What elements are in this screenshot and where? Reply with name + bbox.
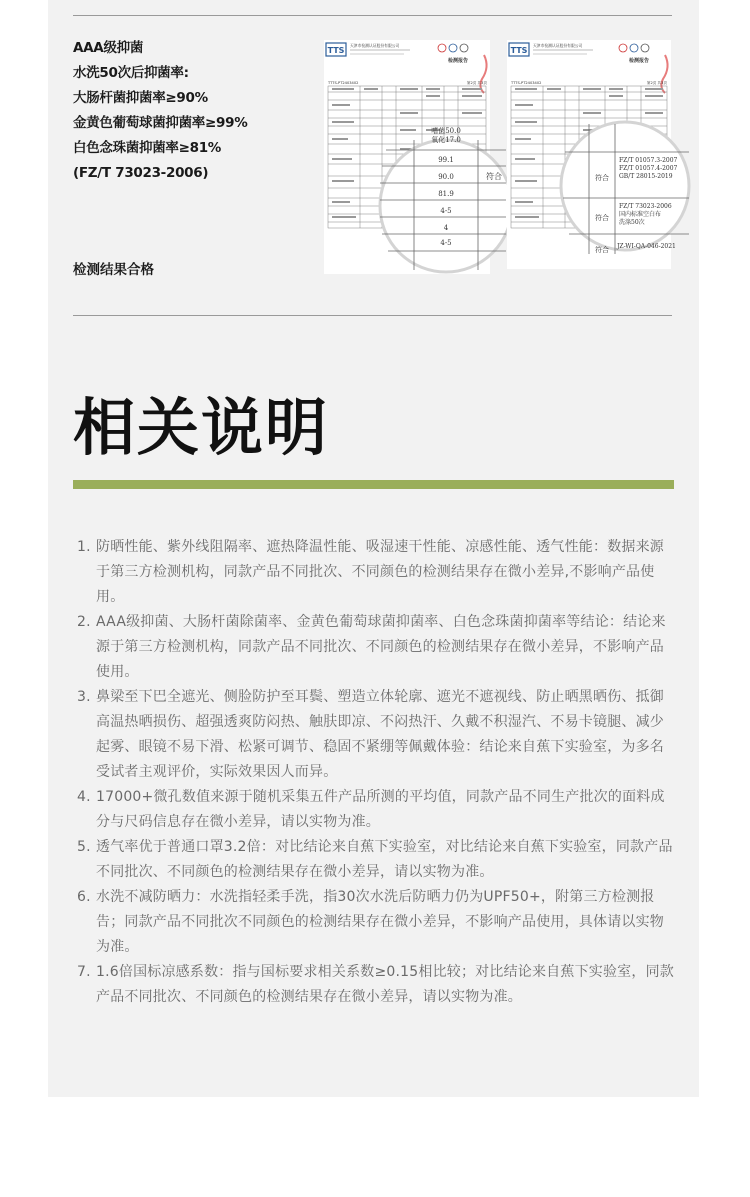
- section-divider: [73, 315, 672, 316]
- report-number: TTTS-PT2403402: [328, 81, 359, 85]
- note-line: 产品不同批次、不同颜色的检测结果存在微小差异，请以实物为准。: [96, 989, 522, 1005]
- zoom-standard-line: FZ/T 01057.4-2007: [619, 165, 678, 172]
- note-line: 源于第三方检测机构，同款产品不同批次、不同颜色的检测结果存在微小差异，不影响产品: [96, 639, 664, 655]
- note-item: [73, 685, 673, 785]
- section-title: 相关说明: [73, 391, 330, 464]
- zoom-value: 嗜菌50.0: [431, 127, 461, 135]
- zoom-standard: JZ-WI-QA-046-2021: [617, 243, 676, 250]
- note-line: 鼻梁至下巴全遮光、侧脸防护至耳鬓、塑造立体轮廓、遮光不遮视线、防止晒黑晒伤、抵御: [96, 689, 664, 705]
- note-item: [73, 885, 673, 960]
- note-line: 分与尺码信息存在微小差异，请以实物为准。: [96, 814, 380, 830]
- test-result: 检测结果合格: [73, 262, 154, 278]
- tts-logo: TTS: [510, 46, 528, 55]
- zoom-value: 4: [443, 224, 449, 232]
- note-line: 水洗不减防晒力：水洗指轻柔手洗，指30次水洗后防晒力仍为UPF50+，附第三方检测报: [96, 889, 655, 905]
- note-line: 透气率优于普通口罩3.2倍：对比结论来自蕉下实验室，对比结论来自蕉下实验室，同款产品: [96, 839, 673, 855]
- note-line: 防晒性能、紫外线阻隔率、遮热降温性能、吸湿速干性能、凉感性能、透气性能：数据来源: [96, 539, 664, 555]
- note-number: 5.: [77, 839, 91, 855]
- note-line: 使用。: [96, 664, 139, 680]
- note-number: 3.: [77, 689, 91, 705]
- zoom-result: 符合: [486, 172, 502, 181]
- zoom-value: 90.0: [438, 173, 454, 181]
- note-number: 2.: [77, 614, 91, 630]
- spec-line: 大肠杆菌抑菌率≥90%: [73, 90, 208, 106]
- zoom-result: 符合: [595, 246, 609, 254]
- zoom-result: 符合: [595, 214, 609, 222]
- note-number: 4.: [77, 789, 91, 805]
- zoom-standard-line: GB/T 28015-2019: [619, 173, 673, 180]
- zoom-standard-line: 国内标准空白布: [619, 211, 662, 218]
- spec-line: 水洗50次后抑菌率:: [73, 65, 189, 81]
- note-line: 受试者主观评价，实际效果因人而异。: [96, 764, 338, 780]
- note-item: [73, 960, 673, 1010]
- report-org: 天津市检测认证股份有限公司: [350, 43, 400, 48]
- notes-list: [73, 535, 673, 1010]
- report-title: 检测报告: [628, 58, 650, 64]
- note-line: 告；同款产品不同批次不同颜色的检测结果存在微小差异，不影响产品使用，具体请以实物: [96, 914, 664, 930]
- note-number: 7.: [77, 964, 91, 980]
- note-line: AAA级抑菌、大肠杆菌除菌率、金黄色葡萄球菌抑菌率、白色念珠菌抑菌率等结论：结论来: [96, 614, 666, 630]
- zoom-value: 81.9: [438, 190, 454, 198]
- zoom-result: 符合: [595, 174, 609, 182]
- report-page: 第2页 共3页: [466, 81, 487, 85]
- spec-line: (FZ/T 73023-2006): [73, 165, 209, 181]
- note-item: [73, 835, 673, 885]
- report-number: TTTS-PT2403402: [511, 81, 542, 85]
- note-number: 6.: [77, 889, 91, 905]
- accent-bar: [73, 480, 674, 489]
- test-report-left: [324, 40, 502, 274]
- zoom-standard: [619, 157, 678, 180]
- top-divider: [73, 15, 672, 16]
- zoom-value: 4-5: [440, 239, 452, 247]
- tts-logo: TTS: [327, 46, 345, 55]
- zoom-value: 氧化17.0: [431, 136, 461, 144]
- note-item: [73, 785, 673, 835]
- note-line: 不同批次、不同颜色的检测结果存在微小差异，请以实物为准。: [96, 864, 494, 880]
- zoom-value: 4-5: [440, 207, 452, 215]
- note-line: 为准。: [96, 939, 139, 955]
- note-line: 起雾、眼镜不易下滑、松紧可调节、稳固不紧绷等佩戴体验：结论来自蕉下实验室，为多名: [96, 739, 664, 755]
- spec-line: 金黄色葡萄球菌抑菌率≥99%: [73, 115, 248, 131]
- spec-line: AAA级抑菌: [73, 40, 144, 56]
- note-line: 于第三方检测机构，同款产品不同批次、不同颜色的检测结果存在微小差异,不影响产品使: [96, 564, 655, 580]
- antibacterial-spec: [73, 36, 313, 186]
- spec-line: 白色念珠菌抑菌率≥81%: [73, 140, 222, 156]
- note-line: 1.6倍国标凉感系数：指与国标要求相关系数≥0.15相比较；对比结论来自蕉下实验室，同款: [96, 964, 674, 980]
- zoom-standard-line: FZ/T 01057.3-2007: [619, 157, 678, 164]
- note-line: 高温热晒损伤、超强透爽防闷热、触肤即凉、不闷热汗、久戴不积湿汽、不易卡镜腿、减少: [96, 714, 664, 730]
- report-org: 天津市检测认证股份有限公司: [533, 43, 583, 48]
- note-item: [73, 535, 673, 610]
- zoom-standard-line: 洗涤50次: [619, 219, 645, 226]
- zoom-standard-line: FZ/T 73023-2006: [619, 203, 672, 210]
- note-item: [73, 610, 673, 685]
- report-title: 检测报告: [447, 58, 469, 64]
- report-left-drawing: [324, 40, 502, 274]
- note-number: 1.: [77, 539, 91, 555]
- report-right-drawing: [507, 40, 678, 269]
- test-report-right: [507, 40, 678, 269]
- note-line: 17000+微孔数值来源于随机采集五件产品所测的平均值，同款产品不同生产批次的面料成: [96, 789, 665, 805]
- report-page: 第2页 共3页: [646, 81, 667, 85]
- note-line: 用。: [96, 589, 125, 605]
- zoom-value: 99.1: [438, 156, 454, 164]
